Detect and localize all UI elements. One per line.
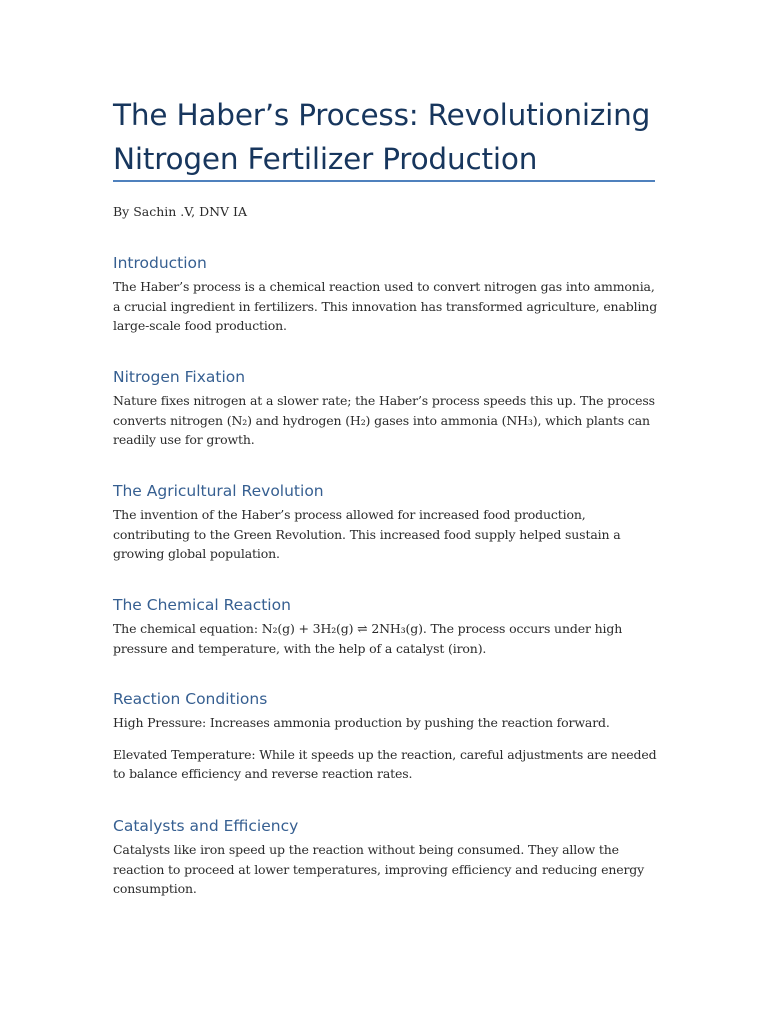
section-introduction (113, 252, 658, 336)
section-paragraph: Elevated Temperature: While it speeds up the reaction, careful adjustments are needed to balance efficiency and reverse reaction rates. (113, 746, 657, 781)
section-paragraph: The chemical equation: N₂(g) + 3H₂(g) ⇌ 2NH₃(g). The process occurs under high pressure and temperature, with the help of a catalyst (iron). (113, 621, 623, 656)
section-reaction-conditions (113, 688, 658, 784)
author-byline: By Sachin .V, DNV IA (113, 204, 247, 219)
section-catalysts-efficiency (113, 815, 658, 899)
section-heading: Catalysts and Efficiency (113, 817, 299, 835)
section-paragraph: The invention of the Haber’s process allowed for increased food production, contributing to the Green Revolution. This increased food supply helped sustain a growing global population. (113, 507, 621, 561)
section-heading: Reaction Conditions (113, 690, 268, 708)
section-heading: Introduction (113, 254, 207, 272)
section-paragraph: Catalysts like iron speed up the reaction without being consumed. They allow the reaction to proceed at lower temperatures, improving efficiency and reducing energy consumption. (113, 842, 645, 896)
section-paragraph: The Haber’s process is a chemical reaction used to convert nitrogen gas into ammonia, a crucial ingredient in fertilizers. This innovation has transformed agriculture, enabling large-scale food production. (113, 279, 658, 333)
section-paragraph: Nature fixes nitrogen at a slower rate; the Haber’s process speeds this up. The process converts nitrogen (N₂) and hydrogen (H₂) gases into ammonia (NH₃), which plants can readily use for growth. (113, 393, 655, 447)
title-underline-rule (113, 180, 655, 182)
section-heading: The Chemical Reaction (113, 596, 291, 614)
section-chemical-reaction (113, 594, 658, 658)
section-nitrogen-fixation (113, 366, 658, 450)
section-heading: The Agricultural Revolution (113, 482, 324, 500)
section-heading: Nitrogen Fixation (113, 368, 246, 386)
section-agricultural-revolution (113, 480, 658, 564)
document-title: The Haber’s Process: Revolutionizing Nitrogen Fertilizer Production (113, 98, 651, 176)
section-paragraph: High Pressure: Increases ammonia production by pushing the reaction forward. (113, 715, 610, 730)
